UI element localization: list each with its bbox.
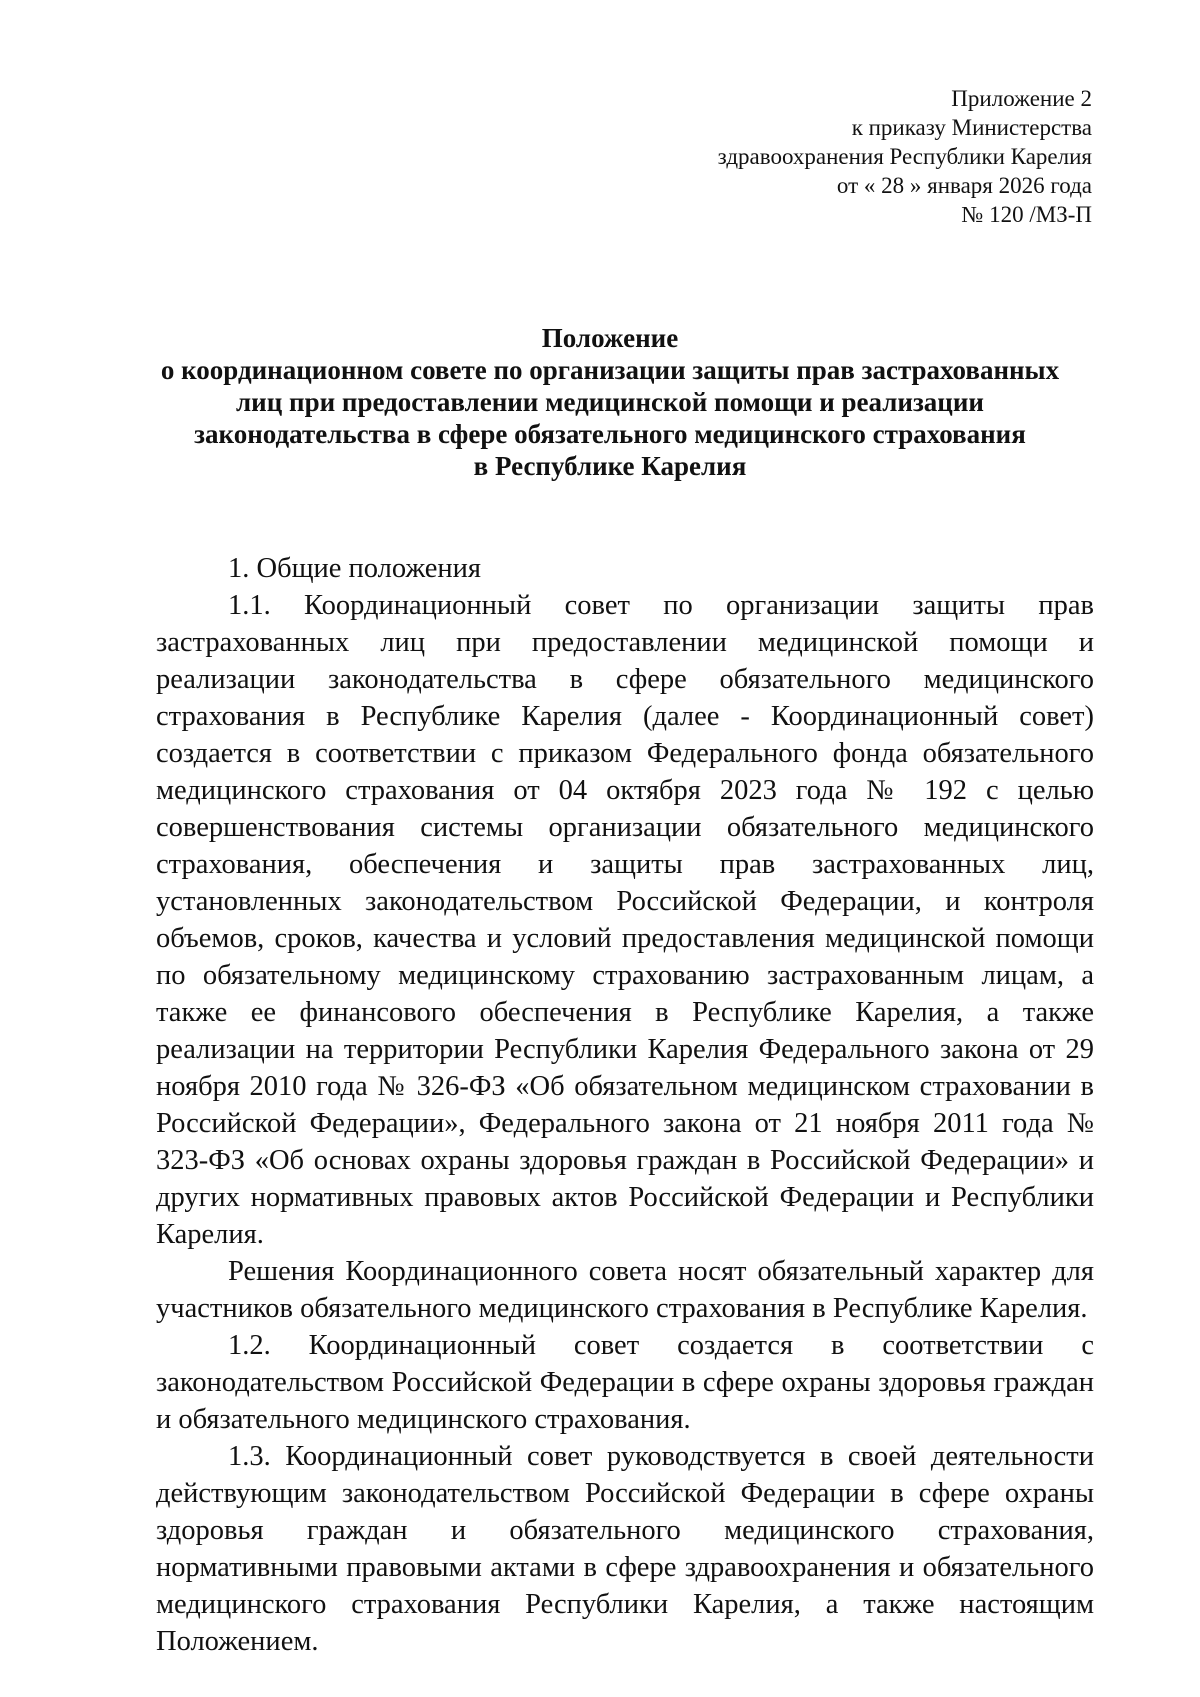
appendix-ministry: здравоохранения Республики Карелия xyxy=(717,144,1092,169)
title-line: в Республике Карелия xyxy=(473,451,747,481)
title-line: законодательства в сфере обязательного медицинского страхования xyxy=(194,419,1026,449)
paragraph-decisions: Решения Координационного совета носят обязательный характер для участников обязательного медицинского страхования в Республике Карелия. xyxy=(156,1256,1094,1324)
title-line: лиц при предоставлении медицинской помощи и реализации xyxy=(236,387,984,417)
appendix-order-ref: к приказу Министерства xyxy=(851,115,1092,140)
appendix-date: от « 28 » января 2026 года xyxy=(836,173,1092,198)
paragraph-1-1: 1.1. Координационный совет по организации защиты прав застрахованных лиц при предоставлении медицинской помощи и реализации законодательства в сфере обязательного медицинского страхования в Республике Карелия (далее - Координационный совет) создается в соответствии с приказом Федерального фонда обязательного медицинского страхования от 04 октября 2023 года № 192 с целью совершенствования системы организации обязательного медицинского страхования, обеспечения и защиты прав застрахованных лиц, установленных законодательством Российской Федерации, и контроля объемов, сроков, качества и условий предоставления медицинской помощи по обязательному медицинскому страхованию застрахованным лицам, а также ее финансового обеспечения в Республике Карелия, а также реализации на территории Республики Карелия Федерального закона от 29 ноября 2010 года № 326-ФЗ «Об обязательном медицинском страховании в Российской Федерации», Федерального закона от 21 ноября 2011 года № 323-ФЗ «Об основах охраны здоровья граждан в Российской Федерации» и других нормативных правовых актов Российской Федерации и Республики Карелия. xyxy=(156,590,1094,1250)
appendix-block xyxy=(718,84,1092,229)
appendix-number: Приложение 2 xyxy=(951,86,1092,111)
section-heading: 1. Общие положения xyxy=(228,553,482,584)
paragraph-1-2: 1.2. Координационный совет создается в соответствии с законодательством Российской Федерации в сфере охраны здоровья граждан и обязательного медицинского страхования. xyxy=(156,1330,1094,1435)
document-title xyxy=(130,322,1090,482)
paragraph-1-3: 1.3. Координационный совет руководствуется в своей деятельности действующим законодательством Российской Федерации в сфере охраны здоровья граждан и обязательного медицинского страхования, нормативными правовыми актами в сфере здравоохранения и обязательного медицинского страхования Республики Карелия, а также настоящим Положением. xyxy=(156,1441,1094,1657)
document-body xyxy=(156,550,1094,1660)
appendix-order-number: № 120 /МЗ-П xyxy=(961,202,1092,227)
title-line: Положение xyxy=(541,323,679,353)
title-line: о координационном совете по организации защиты прав застрахованных xyxy=(160,355,1060,385)
